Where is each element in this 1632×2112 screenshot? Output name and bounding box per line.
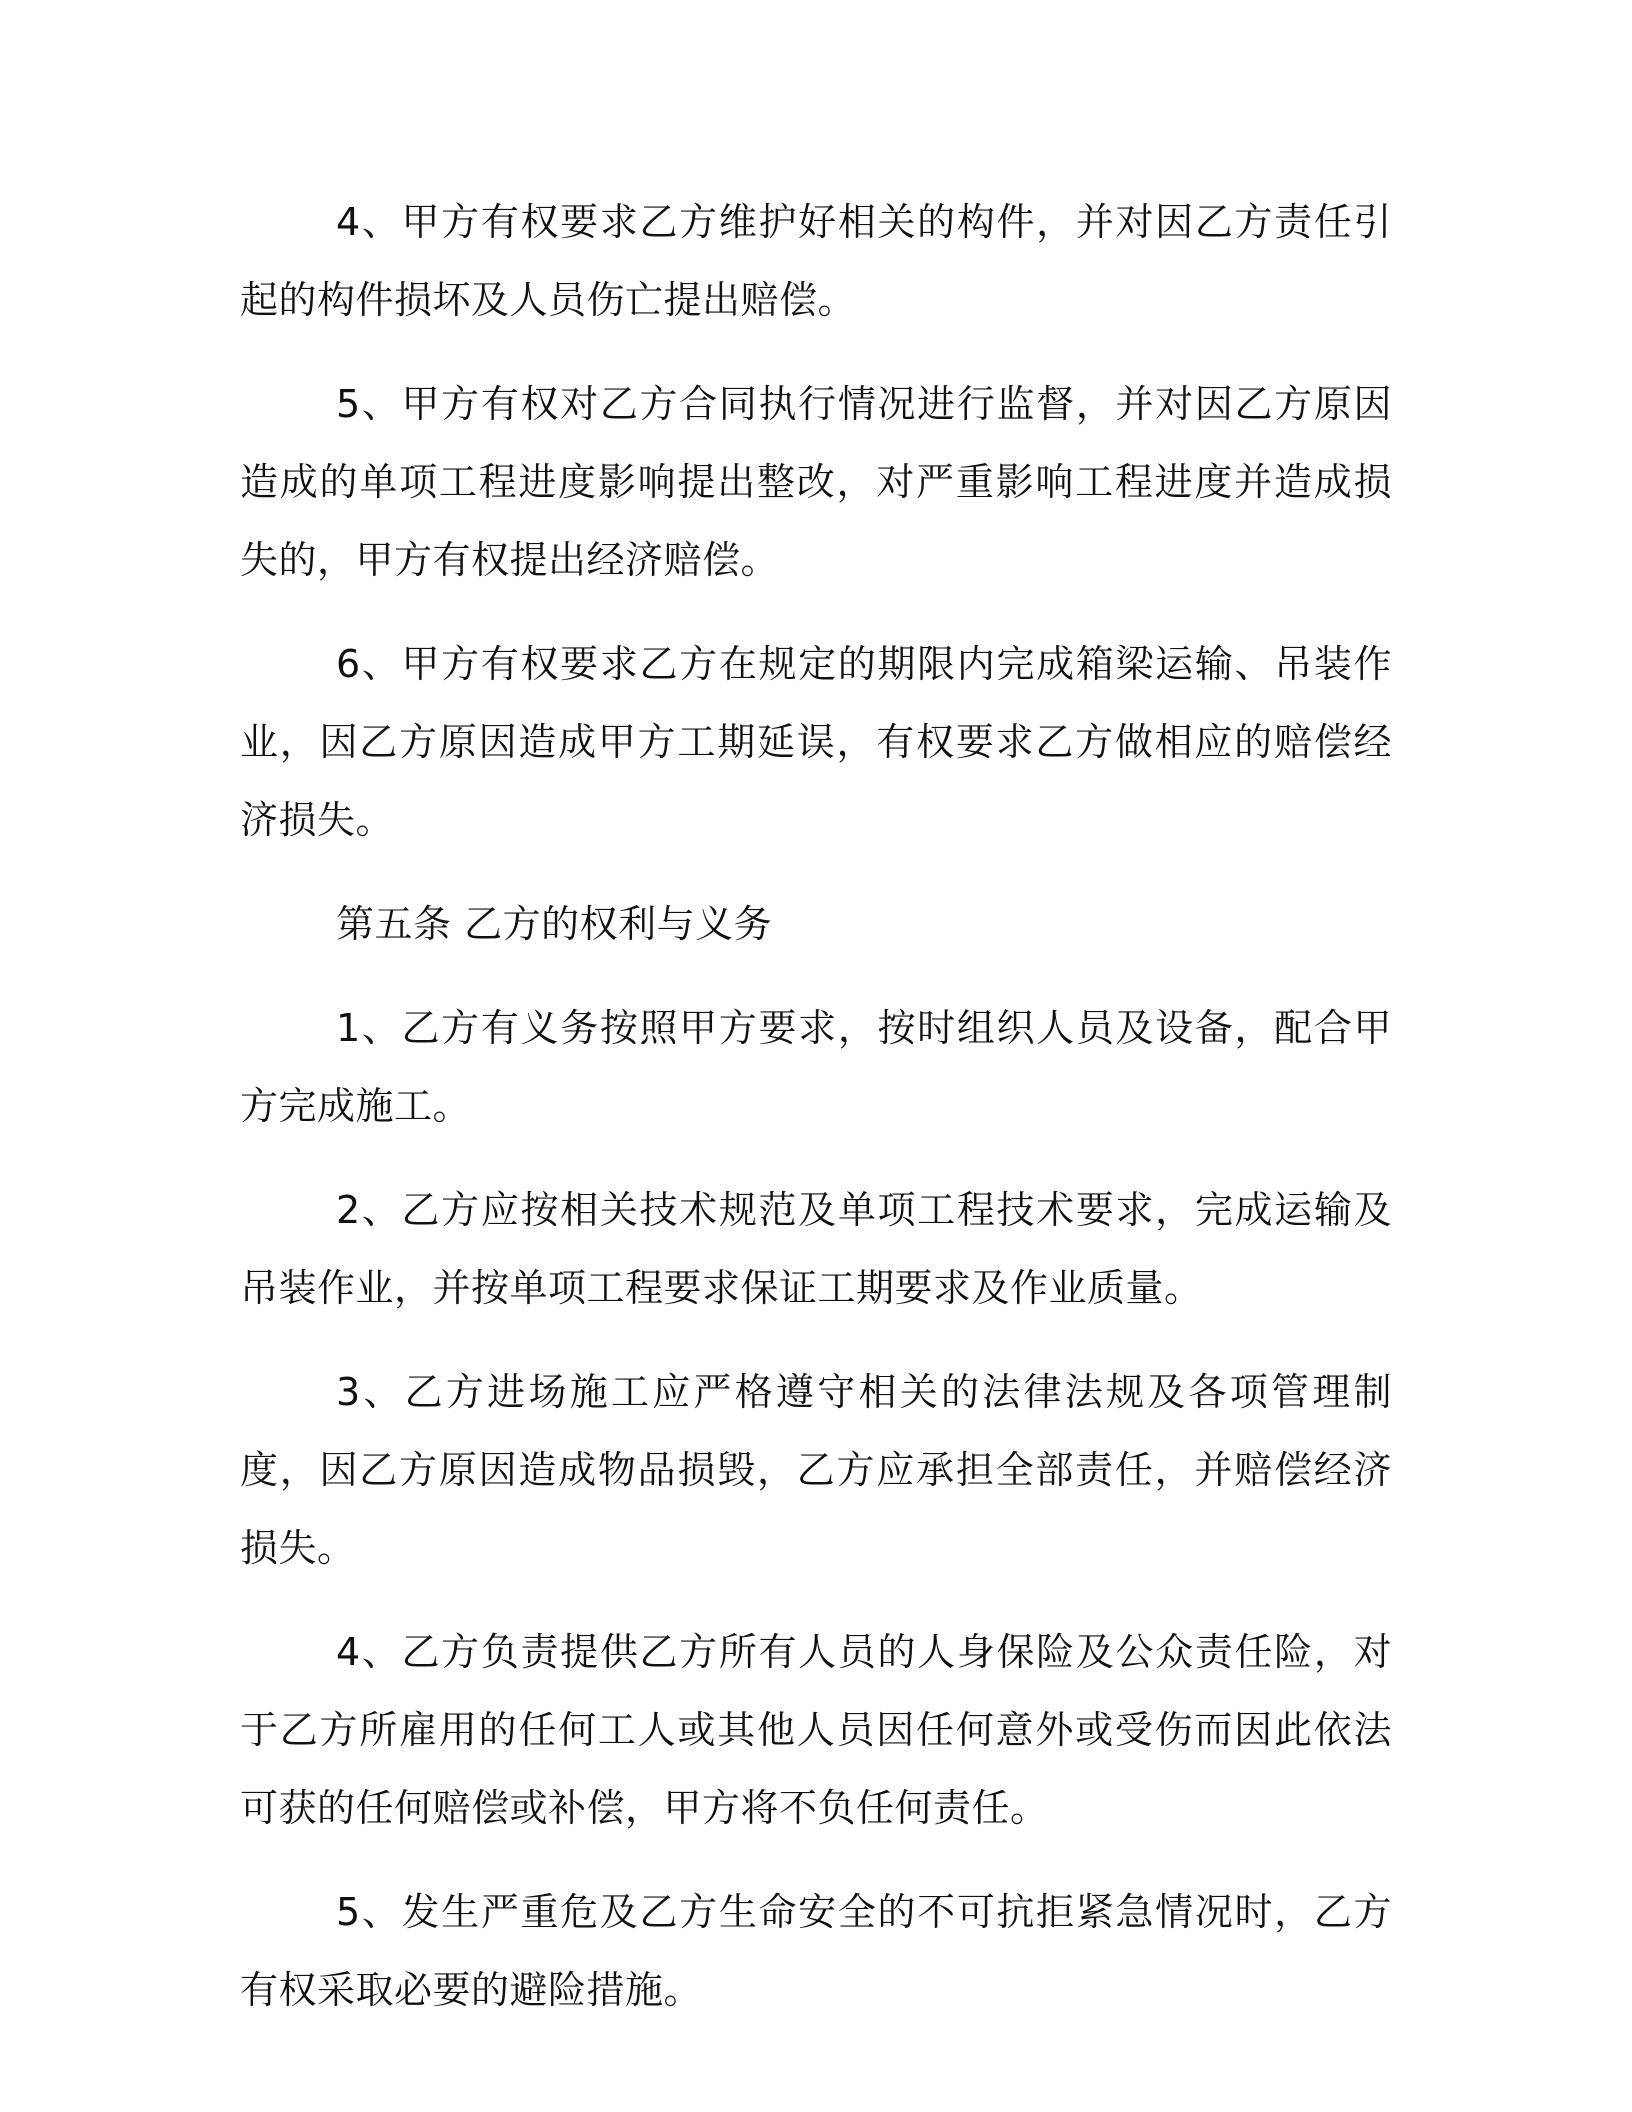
clause-3-party-b-compliance: 3、乙方进场施工应严格遵守相关的法律法规及各项管理制度，因乙方原因造成物品损毁，乙方应承担全部责任，并赔偿经济损失。 bbox=[240, 1370, 1392, 1570]
clause-4-party-a-components: 4、甲方有权要求乙方维护好相关的构件，并对因乙方责任引起的构件损坏及人员伤亡提出赔偿。 bbox=[240, 200, 1392, 322]
clause-1-party-b-obligation: 1、乙方有义务按照甲方要求，按时组织人员及设备，配合甲方完成施工。 bbox=[240, 1006, 1392, 1128]
article-5-heading: 第五条 乙方的权利与义务 bbox=[336, 902, 773, 946]
clause-4-party-b-insurance: 4、乙方负责提供乙方所有人员的人身保险及公众责任险，对于乙方所雇用的任何工人或其他人员因任何意外或受伤而因此依法可获的任何赔偿或补偿，甲方将不负任何责任。 bbox=[240, 1630, 1392, 1830]
clause-6-party-a-deadline: 6、甲方有权要求乙方在规定的期限内完成箱梁运输、吊装作业，因乙方原因造成甲方工期延误，有权要求乙方做相应的赔偿经济损失。 bbox=[240, 642, 1392, 842]
clause-5-party-a-supervision: 5、甲方有权对乙方合同执行情况进行监督，并对因乙方原因造成的单项工程进度影响提出整改，对严重影响工程进度并造成损失的，甲方有权提出经济赔偿。 bbox=[240, 382, 1392, 582]
clause-2-party-b-standards: 2、乙方应按相关技术规范及单项工程技术要求，完成运输及吊装作业，并按单项工程要求保证工期要求及作业质量。 bbox=[240, 1188, 1392, 1310]
clause-5-party-b-emergency: 5、发生严重危及乙方生命安全的不可抗拒紧急情况时，乙方有权采取必要的避险措施。 bbox=[240, 1890, 1392, 2012]
